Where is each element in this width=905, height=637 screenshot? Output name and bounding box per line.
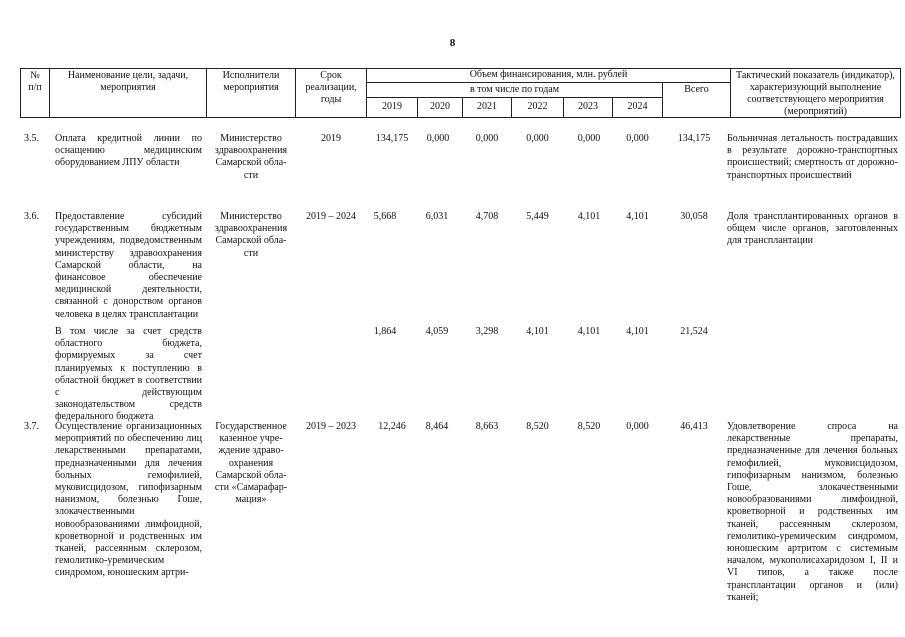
row-value-2023: 8,520 (577, 421, 601, 432)
years-divider (366, 97, 662, 98)
row-term: 2019 – 2023 (306, 421, 356, 432)
row-value-2019: 5,668 (373, 211, 397, 222)
header-border-right (900, 68, 901, 118)
row-value-2021: 8,663 (475, 421, 499, 432)
row-value-2021: 3,298 (475, 326, 499, 337)
row-total: 134,175 (677, 133, 711, 144)
row-term: 2019 (321, 133, 341, 144)
row-name: Осуществление организационных мероприятий по обеспечению лиц лекарственными препаратами, предназначенными для лечения больных гемофилией, муковисцидозом, гипофизарным нанизмом, болезнью Гоше, злокачественными новообразованиями лимфоидной, кроветворной и родственных им тканей, рассеянным склерозом, гемолитико-уремическим синдромом, юношеским артри- (55, 421, 202, 579)
row-executor: Министерство здравоохранения Самарской обла- сти (214, 133, 288, 181)
row-number: 3.7. (24, 421, 39, 432)
row-value-2019: 134,175 (375, 133, 409, 144)
header-term: Срок реализации, годы (305, 70, 357, 105)
row-value-2024: 0,000 (626, 421, 649, 432)
row-value-2021: 0,000 (475, 133, 499, 144)
header-year-2019: 2019 (382, 101, 402, 112)
row-value-2023: 4,101 (577, 326, 601, 337)
row-executor: Министерство здравоохранения Самарской обла- сти (214, 211, 288, 259)
row-value-2020: 4,059 (425, 326, 449, 337)
header-by-years: в том числе по годам (469, 84, 560, 95)
header-year-2021: 2021 (477, 101, 497, 112)
header-name: Наименование цели, задачи, мероприятия (67, 70, 189, 93)
header-funding: Объем финансирования, млн. рублей (469, 69, 628, 80)
header-year-2022: 2022 (527, 101, 548, 112)
header-executors: Исполнители мероприятия (222, 70, 280, 93)
row-name: Оплата кредитной линии по оснащению медицинским оборудованием ЛПУ области (55, 133, 202, 169)
row-value-2023: 0,000 (577, 133, 601, 144)
row-total: 46,413 (680, 421, 708, 432)
row-value-2022: 8,520 (526, 421, 549, 432)
funding-divider (366, 82, 730, 83)
row-value-2020: 8,464 (425, 421, 449, 432)
row-number: 3.6. (24, 211, 39, 222)
row-value-2020: 6,031 (425, 211, 449, 222)
row-value-2024: 4,101 (626, 211, 649, 222)
table-header (20, 68, 901, 118)
row-value-2020: 0,000 (426, 133, 450, 144)
header-year-2023: 2023 (578, 101, 598, 112)
row-number: 3.5. (24, 133, 39, 144)
header-year-2024: 2024 (627, 101, 648, 112)
row-name: В том числе за счет средств областного бюджета, формируемых за счет планируемых к поступлению в областной бюджет в соответствии с действующим законодательством средств федерального бюджета (55, 326, 202, 423)
row-value-2024: 4,101 (626, 326, 649, 337)
row-total: 21,524 (680, 326, 708, 337)
row-value-2019: 12,246 (378, 421, 406, 432)
row-value-2022: 5,449 (526, 211, 549, 222)
row-value-2023: 4,101 (577, 211, 601, 222)
page-number: 8 (449, 37, 456, 49)
header-total: Всего (684, 84, 709, 95)
row-value-2024: 0,000 (626, 133, 649, 144)
row-executor: Государственное казенное учре- ждение здраво- охранения Самарской обла- сти «Самарафар- мация» (214, 421, 288, 506)
header-year-2020: 2020 (430, 101, 450, 112)
header-num: № п/п (28, 70, 42, 93)
row-value-2019: 1,864 (373, 326, 397, 337)
row-indicator: Удовлетворение спроса на лекарственные препараты, предназначенные для лечения больных гемофилией, муковисцидозом, гипофизарным нанизмом, болезнью Гоше, злокачественными новообразованиями лимфоидной, кроветворной и родственных им тканей, рассеянным склерозом, гемолитико-уремическим синдромом, юношеским артритом с системным началом, мукополисахаридозом I, II и VI типов, а также после трансплантации органов и (или) тканей; (727, 421, 898, 603)
row-total: 30,058 (680, 211, 708, 222)
row-value-2021: 4,708 (475, 211, 499, 222)
row-name: Предоставление субсидий государственным бюджетным учреждениям, подведомственным министерству здравоохранения Самарской области, на финансовое обеспечение медицинской деятельности, связанной с донорством органов человека в целях трансплантации (55, 211, 202, 320)
row-indicator: Доля трансплантированных органов в общем числе органов, заготовленных для трансплантации (727, 211, 898, 247)
row-term: 2019 – 2024 (306, 211, 356, 222)
row-value-2022: 4,101 (526, 326, 549, 337)
header-indicator: Тактический показатель (индикатор), характеризующий выполнение соответствующего мероприятия (мероприятий) (736, 70, 895, 117)
row-indicator: Больничная летальность пострадавших в результате дорожно-транспортных происшествий; смертность от дорожно-транспортных происшествий (727, 133, 898, 181)
row-value-2022: 0,000 (526, 133, 549, 144)
